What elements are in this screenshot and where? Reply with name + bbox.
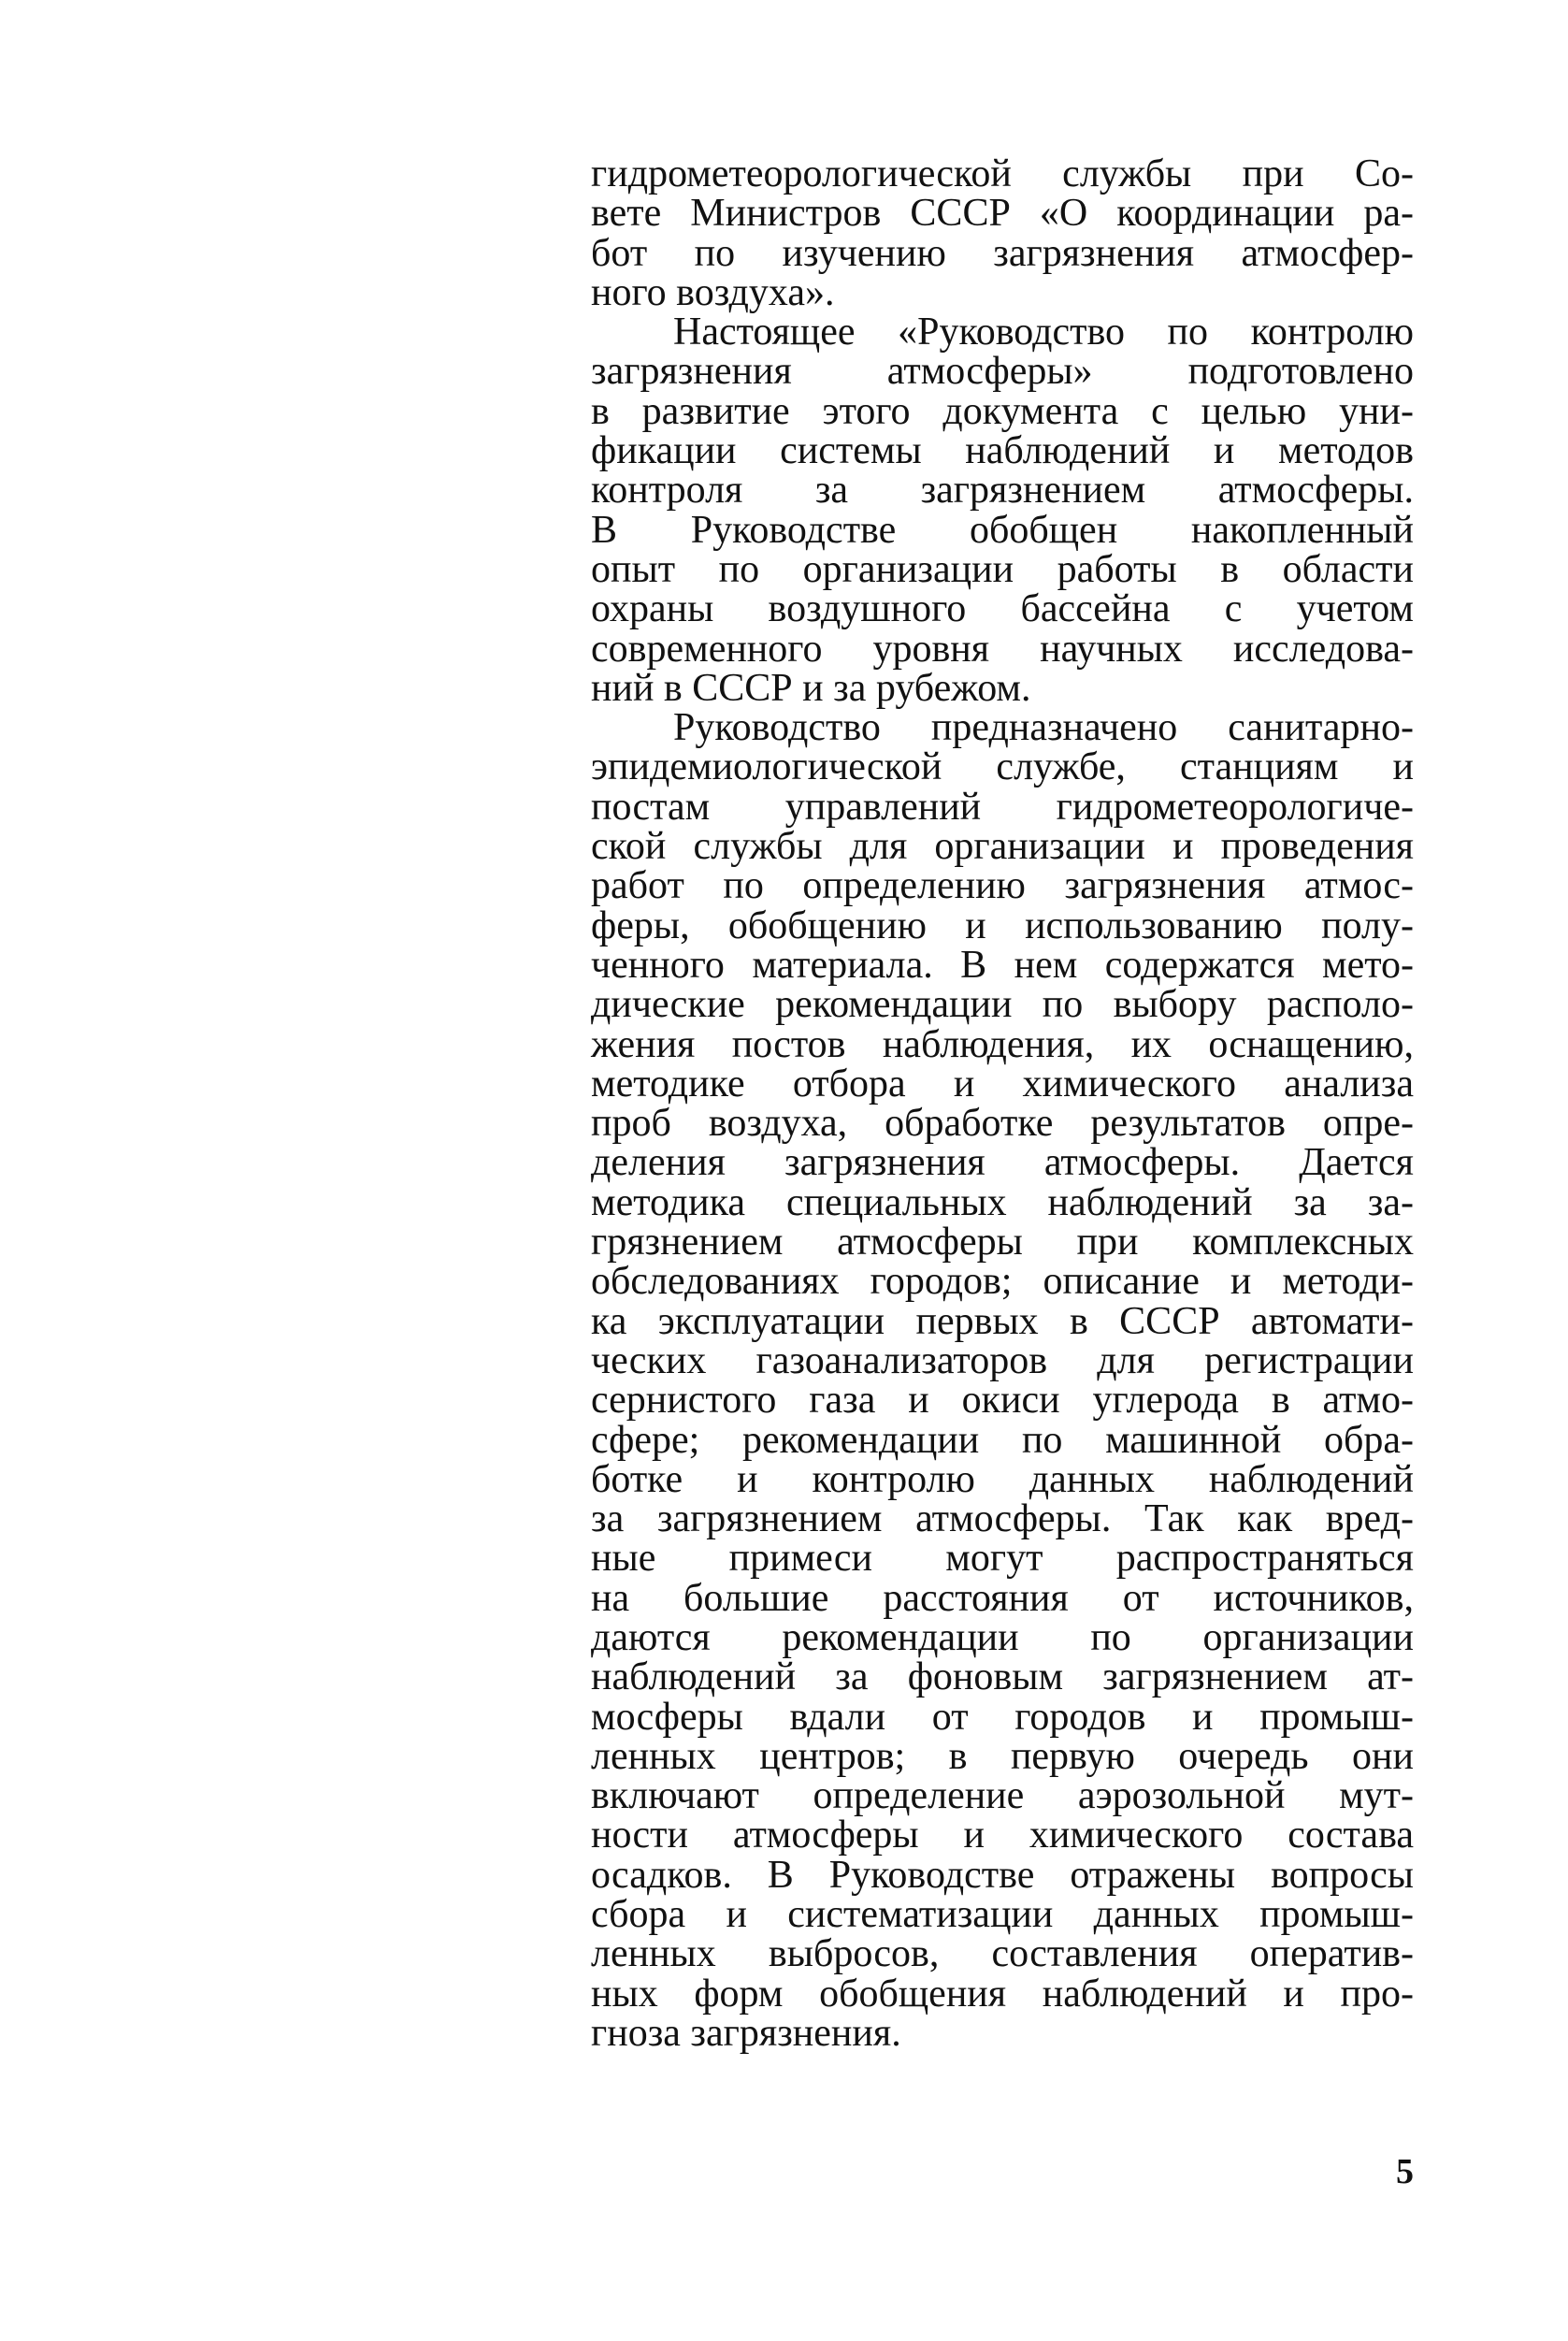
text-line: сернистого газа и окиси углерода в атмо- <box>591 1379 1414 1423</box>
body-text <box>591 154 1414 2053</box>
text-line: фикации системы наблюдений и методов <box>591 429 1414 473</box>
text-line: обследованиях городов; описание и методи- <box>591 1260 1414 1304</box>
text-line: гидрометеорологической службы при Со- <box>591 152 1414 195</box>
text-line: ботке и контролю данных наблюдений <box>591 1457 1414 1501</box>
text-line: ской службы для организации и проведения <box>591 825 1414 869</box>
text-line: даются рекомендации по организации <box>591 1615 1414 1659</box>
text-line: ка эксплуатации первых в СССР автомати- <box>591 1299 1414 1343</box>
text-line: ных форм обобщения наблюдений и про- <box>591 1972 1414 2016</box>
text-line: деления загрязнения атмосферы. Дается <box>591 1141 1414 1185</box>
text-line: эпидемиологической службе, станциям и <box>591 745 1414 789</box>
text-line: ности атмосферы и химического состава <box>591 1814 1414 1857</box>
text-line: сбора и систематизации данных промыш- <box>591 1893 1414 1937</box>
text-line: грязнением атмосферы при комплексных <box>591 1221 1414 1264</box>
text-line: включают определение аэрозольной мут- <box>591 1774 1414 1818</box>
text-line: ного воздуха». <box>591 270 835 314</box>
text-line: постам управлений гидрометеорологиче- <box>591 785 1414 829</box>
text-line: В Руководстве обобщен накопленный <box>591 508 1414 552</box>
text-line: мосферы вдали от городов и промыш- <box>591 1695 1414 1739</box>
text-line: дические рекомендации по выбору располо- <box>591 983 1414 1027</box>
text-line: в развитие этого документа с целью уни- <box>591 389 1414 433</box>
text-line: проб воздуха, обработке результатов опре- <box>591 1102 1414 1146</box>
text-line: гноза загрязнения. <box>591 2011 901 2055</box>
paragraph <box>591 154 1414 312</box>
text-line: Настоящее «Руководство по контролю <box>673 311 1414 354</box>
text-line: ний в СССР и за рубежом. <box>591 666 1031 710</box>
text-line: опыт по организации работы в области <box>591 547 1414 591</box>
text-line: сфере; рекомендации по машинной обра- <box>591 1418 1414 1462</box>
text-line: на большие расстояния от источников, <box>591 1576 1414 1620</box>
text-line: ческих газоанализаторов для регистрации <box>591 1338 1414 1382</box>
text-line: бот по изучению загрязнения атмосфер- <box>591 231 1414 275</box>
text-line: жения постов наблюдения, их оснащению, <box>591 1022 1414 1066</box>
text-line: методике отбора и химического анализа <box>591 1062 1414 1105</box>
text-line: осадков. В Руководстве отражены вопросы <box>591 1853 1414 1897</box>
paragraph <box>591 312 1414 708</box>
text-line: наблюдений за фоновым загрязнением ат- <box>591 1655 1414 1699</box>
text-line: феры, обобщению и использованию полу- <box>591 903 1414 947</box>
text-line: ные примеси могут распространяться <box>591 1537 1414 1581</box>
text-line: охраны воздушного бассейна с учетом <box>591 587 1414 631</box>
text-line: загрязнения атмосферы» подготовлено <box>591 350 1414 394</box>
page-number: 5 <box>1396 2152 1414 2191</box>
text-line: вете Министров СССР «О координации ра- <box>591 192 1414 236</box>
text-line: за загрязнением атмосферы. Так как вред- <box>591 1497 1414 1541</box>
paragraph <box>591 708 1414 2053</box>
text-line: ченного материала. В нем содержатся мето- <box>591 943 1414 987</box>
text-line: современного уровня научных исследова- <box>591 627 1414 671</box>
text-line: ленных выбросов, составления оператив- <box>591 1932 1414 1976</box>
text-line: методика специальных наблюдений за за- <box>591 1180 1414 1224</box>
text-line: ленных центров; в первую очередь они <box>591 1734 1414 1778</box>
text-line: Руководство предназначено санитарно- <box>673 706 1414 750</box>
text-line: контроля за загрязнением атмосферы. <box>591 469 1414 513</box>
text-line: работ по определению загрязнения атмос- <box>591 864 1414 908</box>
